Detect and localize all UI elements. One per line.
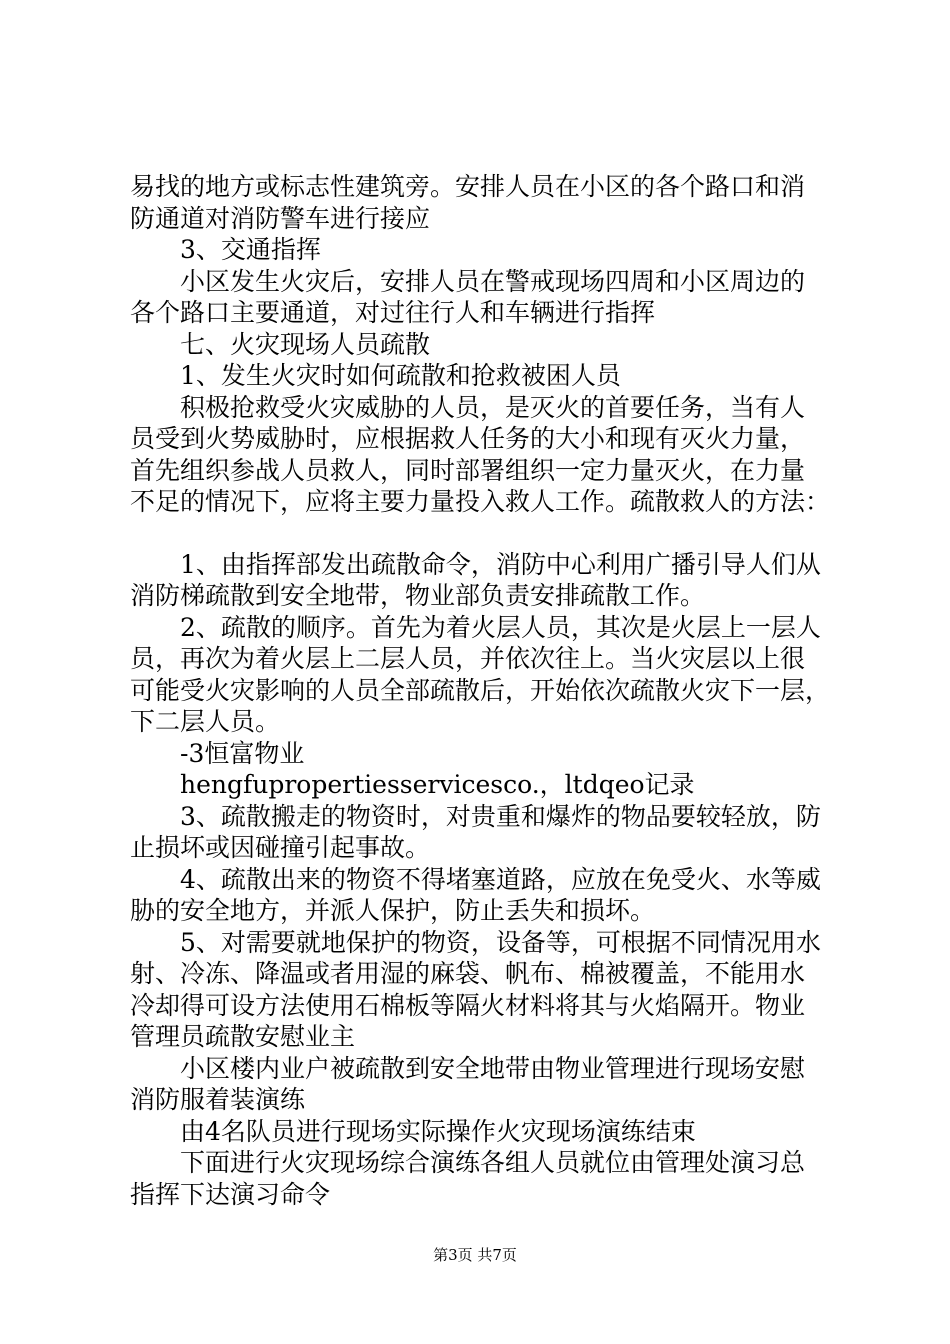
page-number-label: 第3页 共7页 [433,1246,517,1264]
text-line: 3、交通指挥 [180,235,321,264]
text-line: 首先组织参战人员救人，同时部署组织一定力量灭火，在力量 [130,455,806,485]
text-line: 小区楼内业户被疏散到安全地带由物业管理进行现场安慰 [180,1053,806,1083]
text-line: 由4名队员进行现场实际操作火灾现场演练结束 [180,1116,696,1146]
text-line: 下二层人员。 [130,707,281,736]
text-line: 可能受火灾影响的人员全部疏散后，开始依次疏散火灾下一层， [130,675,831,705]
text-line: 止损坏或因碰撞引起事故。 [130,833,431,862]
text-line: 下面进行火灾现场综合演练各组人员就位由管理处演习总 [180,1148,806,1177]
text-line: 易找的地方或标志性建筑旁。安排人员在小区的各个路口和消 [130,172,806,201]
page-footer [0,1245,950,1265]
text-line: 小区发生火灾后，安排人员在警戒现场四周和小区周边的 [180,266,806,296]
text-line: 不足的情况下，应将主要力量投入救人工作。疏散救人的方法： [130,487,831,516]
text-line: 2、疏散的顺序。首先为着火层人员，其次是火层上一层人 [180,612,821,642]
text-line: 各个路口主要通道，对过往行人和车辆进行指挥 [130,298,656,327]
text-line: 防通道对消防警车进行接应 [130,203,431,233]
text-line: 冷却得可设方法使用石棉板等隔火材料将其与火焰隔开。物业 [130,990,806,1020]
text-line: -3恒富物业 [180,738,305,768]
text-line: 5、对需要就地保护的物资，设备等，可根据不同情况用水 [180,927,821,957]
text-line: 员，再次为着火层上二层人员，并依次往上。当火灾层以上很 [130,644,806,673]
text-line: 积极抢救受火灾威胁的人员，是灭火的首要任务，当有人 [180,392,806,422]
text-line: 七、火灾现场人员疏散 [180,329,431,359]
text-line: 4、疏散出来的物资不得堵塞道路，应放在免受火、水等威 [180,864,821,894]
text-line: 消防梯疏散到安全地带，物业部负责安排疏散工作。 [130,581,706,610]
text-line: 消防服着装演练 [130,1085,306,1114]
document-body [130,171,850,1210]
text-line: 胁的安全地方，并派人保护，防止丢失和损坏。 [130,896,656,925]
blank-line [130,518,850,549]
text-line: 3、疏散搬走的物资时，对贵重和爆炸的物品要较轻放，防 [180,801,821,831]
text-line: 射、冷冻、降温或者用湿的麻袋、帆布、棉被覆盖，不能用水 [130,959,806,988]
text-line: hengfupropertiesservicesco.，ltdqeo记录 [180,770,695,799]
text-line: 1、由指挥部发出疏散命令，消防中心利用广播引导人们从 [180,549,821,579]
text-line: 管理员疏散安慰业主 [130,1022,356,1051]
text-line: 指挥下达演习命令 [130,1179,331,1209]
text-line: 员受到火势威胁时，应根据救人任务的大小和现有灭火力量， [130,424,806,453]
text-line: 1、发生火灾时如何疏散和抢救被困人员 [180,361,621,390]
